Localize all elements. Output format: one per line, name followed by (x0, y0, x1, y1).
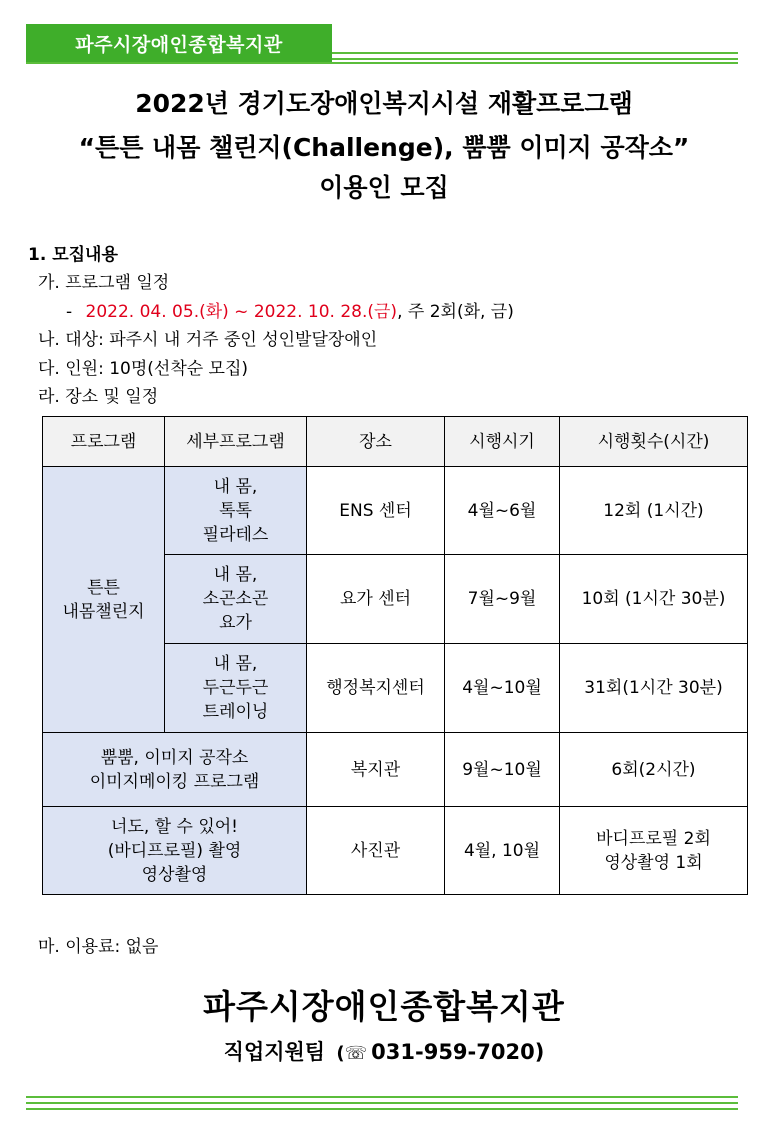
title-line-1: 2022년 경기도장애인복지시설 재활프로그램 (135, 89, 633, 118)
schedule-dates: 2022. 04. 05.(화) ~ 2022. 10. 28.(금) (85, 302, 398, 322)
col-header-subprogram: 세부프로그램 (165, 417, 307, 467)
subprogram-cell: 내 몸, 톡톡 필라테스 (165, 467, 307, 555)
count-cell: 바디프로필 2회 영상촬영 1회 (560, 807, 748, 895)
header-bar (26, 24, 738, 64)
count-cell: 6회(2시간) (560, 733, 748, 807)
col-header-place: 장소 (307, 417, 445, 467)
item-ma: 마. 이용료: 없음 (38, 937, 159, 957)
header-rule-bottom (332, 58, 738, 60)
footer-rule-middle (26, 1102, 738, 1104)
count-cell: 12회 (1시간) (560, 467, 748, 555)
dash: - (66, 302, 73, 322)
footer-org-name: 파주시장애인종합복지관 (203, 987, 565, 1026)
program-cell: 뿜뿜, 이미지 공작소 이미지메이킹 프로그램 (43, 733, 307, 807)
table-row (43, 807, 748, 895)
period-cell: 7월~9월 (445, 555, 560, 644)
phone-number: 031-959-7020 (371, 1040, 535, 1064)
telephone-icon: (☏ (336, 1043, 368, 1064)
subprogram-cell: 내 몸, 소곤소곤 요가 (165, 555, 307, 644)
count-cell: 31회(1시간 30분) (560, 644, 748, 733)
table-row (43, 467, 748, 555)
program-group-name: 튼튼 내몸챌린지 (43, 467, 165, 733)
col-header-period: 시행시기 (445, 417, 560, 467)
phone-close-paren: ) (534, 1040, 545, 1064)
item-na: 나. 대상: 파주시 내 거주 중인 성인발달장애인 (38, 330, 378, 350)
place-cell: ENS 센터 (307, 467, 445, 555)
period-cell: 4월~10월 (445, 644, 560, 733)
header-rule-base (26, 62, 738, 64)
place-cell: 사진관 (307, 807, 445, 895)
section-heading: 1. 모집내용 (28, 245, 118, 265)
col-header-count: 시행횟수(시간) (560, 417, 748, 467)
period-cell: 4월, 10월 (445, 807, 560, 895)
table-header-row (43, 417, 748, 467)
place-cell: 행정복지센터 (307, 644, 445, 733)
item-ga: 가. 프로그램 일정 (38, 273, 170, 293)
count-cell: 10회 (1시간 30분) (560, 555, 748, 644)
schedule-table (42, 416, 748, 895)
col-header-program: 프로그램 (43, 417, 165, 467)
org-badge: 파주시장애인종합복지관 (26, 24, 332, 62)
title-line-2: “튼튼 내몸 챌린지(Challenge), 뿜뿜 이미지 공작소” (78, 133, 690, 162)
item-ra: 라. 장소 및 일정 (38, 387, 159, 407)
footer-rule-top (26, 1096, 738, 1098)
period-cell: 9월~10월 (445, 733, 560, 807)
place-cell: 복지관 (307, 733, 445, 807)
subprogram-cell: 내 몸, 두근두근 트레이닝 (165, 644, 307, 733)
table-row (43, 733, 748, 807)
place-cell: 요가 센터 (307, 555, 445, 644)
team-name: 직업지원팀 (223, 1040, 326, 1064)
title-line-3: 이용인 모집 (319, 173, 449, 202)
item-ga-schedule (66, 297, 514, 322)
item-da: 다. 인원: 10명(선착순 모집) (38, 359, 249, 379)
schedule-frequency: , 주 2회(화, 금) (397, 302, 514, 322)
footer-contact (0, 1036, 768, 1066)
program-cell: 너도, 할 수 있어! (바디프로필) 촬영 영상촬영 (43, 807, 307, 895)
period-cell: 4월~6월 (445, 467, 560, 555)
header-rule-top (332, 52, 738, 54)
footer-rule-bottom (26, 1108, 738, 1110)
